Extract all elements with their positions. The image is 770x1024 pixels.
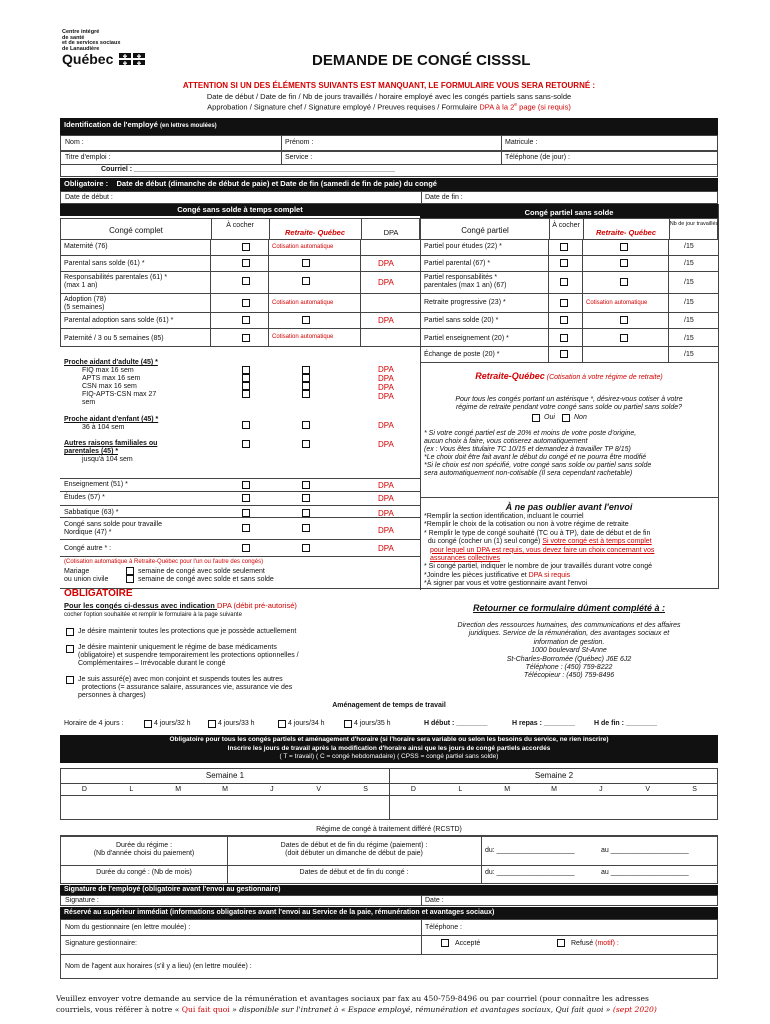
week-day-cell[interactable]: [624, 796, 671, 819]
horaire-row: Horaire de 4 jours : 4 jours/32 h 4 jours/33 h 4 jours/34 h 4 jours/35 h H début : ________ H repas : ________ H de fin : ________: [64, 720, 658, 727]
paternite-checkbox[interactable]: [242, 334, 250, 342]
warning: ATTENTION SI UN DES ÉLÉMENTS SUIVANTS EST MANQUANT, LE FORMULAIRE VOUS SERA RETOURNÉ :: [182, 81, 596, 90]
amenagement-header: Aménagement de temps de travail: [60, 700, 718, 711]
week-day-label: D: [81, 786, 87, 793]
horaire-34-checkbox[interactable]: [278, 720, 286, 728]
week-day-cell[interactable]: [248, 796, 295, 819]
obligatoire-dates-header: Obligatoire : Date de début (dimanche de début de paie) et Date de fin (samedi de fin de paie) du congé: [60, 178, 718, 191]
enseignement-checkbox[interactable]: [242, 481, 250, 489]
signature-employe-header: Signature de l'employé (obligatoire avant l'envoi au gestionnaire): [60, 885, 718, 895]
autres-rq-checkbox[interactable]: [302, 440, 310, 448]
week-day-label: S: [692, 786, 697, 793]
week-day-cell[interactable]: [342, 796, 389, 819]
left-col-headers: Congé complet À cocher Retraite- Québec DPA: [60, 218, 420, 240]
date-signature-field[interactable]: Date :: [425, 897, 444, 904]
maternite-checkbox[interactable]: [242, 243, 250, 251]
partiel-etudes-checkbox[interactable]: [560, 243, 568, 251]
page-title: DEMANDE DE CONGÉ CISSSL: [312, 52, 531, 69]
week-day-label: L: [458, 786, 463, 793]
service-field[interactable]: Service :: [285, 154, 313, 161]
partiel-enseignement-rq-checkbox[interactable]: [620, 334, 628, 342]
mariage-solde-checkbox[interactable]: [126, 567, 134, 575]
requirements-line2: Approbation / Signature chef / Signature employé / Preuves requises / Formulaire DPA à la 2e page (si requis): [207, 102, 571, 112]
superieur-header: Réservé au supérieur immédiat (informations obligatoires avant l'envoi au Service de la paie, rémunération et avantages sociaux): [60, 907, 718, 919]
week-day-cell[interactable]: [108, 796, 155, 819]
week-day-label: M: [504, 786, 511, 793]
identification-row1: [60, 135, 718, 151]
week-day-cell[interactable]: [390, 796, 437, 819]
courriel-row: [60, 165, 718, 177]
refuse-checkbox[interactable]: [557, 939, 565, 947]
h-fin-field[interactable]: H de fin : ________: [594, 720, 658, 727]
prenom-field[interactable]: Prénom :: [285, 139, 314, 146]
week-day-cell[interactable]: [671, 796, 718, 819]
h-repas-field[interactable]: H repas : ________: [512, 720, 576, 727]
week-day-cell[interactable]: [437, 796, 484, 819]
week-day-cell[interactable]: [484, 796, 531, 819]
date-debut-field[interactable]: Date de début :: [65, 194, 113, 201]
logo: [62, 30, 162, 70]
autre-rq-checkbox[interactable]: [302, 544, 310, 552]
week-day-cell[interactable]: [577, 796, 624, 819]
assure-conjoint-checkbox[interactable]: [66, 676, 74, 684]
etudes-checkbox[interactable]: [242, 494, 250, 502]
autre-checkbox[interactable]: [242, 544, 250, 552]
week-day-label: M: [222, 786, 228, 793]
horaire-instructions: Obligatoire pour tous les congés partiels et aménagement d'horaire (si l'horaire sera variable ou selon les besoins du service, ne rien inscrire) Inscrire les jours de travail après la modification d'horaire ainsi que les jours de congé partiels accordés ( T = travail) ( C = congé hebdomadaire) ( CPSS = congé partiel sans solde): [60, 735, 718, 763]
partiel-sans-solde-checkbox[interactable]: [560, 316, 568, 324]
enseignement-rq-checkbox[interactable]: [302, 481, 310, 489]
week-day-cell[interactable]: [531, 796, 578, 819]
requirements-line1: Date de début / Date de fin / Nb de jours travaillés / horaire employé avec les congés partiels sans sans-solde: [206, 92, 572, 101]
conge-du-field[interactable]: du: ____________________: [485, 869, 575, 876]
h-debut-field[interactable]: H début : ________: [424, 720, 488, 727]
horaire-35-checkbox[interactable]: [344, 720, 352, 728]
partiel-resp-rq-checkbox[interactable]: [620, 278, 628, 286]
week-day-label: J: [599, 786, 603, 793]
nom-gestionnaire-field[interactable]: Nom du gestionnaire (en lettre moulée) :: [65, 924, 191, 931]
signature-row: [60, 895, 718, 906]
superieur-body: Nom du gestionnaire (en lettre moulée) : Téléphone : Signature gestionnaire: Accepté Refusé (motif) : Nom de l'agent aux horaires (s'il y a lieu) (en lettre moulée) :: [60, 919, 718, 979]
rq-non-checkbox[interactable]: [562, 414, 570, 422]
svg-text:✤: ✤: [123, 54, 128, 61]
week-day-label: L: [129, 786, 134, 793]
csn-checkbox[interactable]: [242, 382, 250, 390]
retraite-quebec-title: Retraite-Québec (Cotisation à votre régime de retraite): [475, 371, 663, 381]
parental-rq-checkbox[interactable]: [302, 259, 310, 267]
maintenir-toutes-checkbox[interactable]: [66, 628, 74, 636]
partiel-enseignement-checkbox[interactable]: [560, 334, 568, 342]
signature-gestionnaire-field[interactable]: Signature gestionnaire:: [65, 940, 137, 947]
week-day-cell[interactable]: [202, 796, 249, 819]
right-section-header: Congé partiel sans solde: [420, 204, 718, 218]
right-col-headers: Congé partiel À cocher Retraite- Québec Nb de jour travaillés: [420, 218, 718, 240]
accepte-checkbox[interactable]: [441, 939, 449, 947]
logo-text: Centre intégré de santé et de services sociaux de Lanaudière: [62, 29, 121, 52]
svg-text:✤: ✤: [123, 61, 128, 66]
dates-row: [60, 191, 718, 204]
fiq-apts-csn-rq-checkbox[interactable]: [302, 390, 310, 398]
sabbatique-checkbox[interactable]: [242, 509, 250, 517]
footer: Veuillez envoyer votre demande au service de la rémunération et avantages sociaux par fax au 450-759-8496 ou par courriel (pour connaître les adresses courriels, vous référer à notre « Qui fait quoi » disponible sur l'intranet à « Espace employé, rémunération et avantages sociaux, Qui fait quoi » (sept 2020): [56, 994, 657, 1014]
horaire-33-checkbox[interactable]: [208, 720, 216, 728]
fiq-checkbox[interactable]: [242, 366, 250, 374]
parental-checkbox[interactable]: [242, 259, 250, 267]
partiel-parental-checkbox[interactable]: [560, 259, 568, 267]
enfant-checkbox[interactable]: [242, 421, 250, 429]
rcstd-header: Régime de congé à traitement différé (RCSTD): [60, 824, 718, 836]
horaire-32-checkbox[interactable]: [144, 720, 152, 728]
fleur-de-lys-icon: [119, 53, 145, 67]
sabbatique-rq-checkbox[interactable]: [302, 509, 310, 517]
parental-adoption-checkbox[interactable]: [242, 316, 250, 324]
identification-row2: [60, 151, 718, 165]
resp-parentales-checkbox[interactable]: [242, 277, 250, 285]
identification-header: Identification de l'employé (en lettres moulées): [60, 118, 718, 135]
week-day-label: S: [363, 786, 368, 793]
week-day-label: V: [316, 786, 322, 793]
weeks-table: Semaine 1 Semaine 2 D L M M J V S D L M M J V S: [60, 768, 718, 820]
nordique-checkbox[interactable]: [242, 524, 250, 532]
mariage-sans-solde-checkbox[interactable]: [126, 575, 134, 583]
parental-adoption-rq-checkbox[interactable]: [302, 316, 310, 324]
fiq-apts-csn-checkbox[interactable]: [242, 390, 250, 398]
maintenir-base-checkbox[interactable]: [66, 645, 74, 653]
courriel-field[interactable]: Courriel : ___________________________________________________________________: [101, 166, 395, 173]
partiel-sans-solde-rq-checkbox[interactable]: [620, 316, 628, 324]
rcstd-du-field[interactable]: du: ____________________: [485, 847, 575, 854]
etudes-rq-checkbox[interactable]: [302, 494, 310, 502]
nom-field[interactable]: Nom :: [65, 139, 84, 146]
partiel-parental-rq-checkbox[interactable]: [620, 259, 628, 267]
nordique-rq-checkbox[interactable]: [302, 524, 310, 532]
partiel-resp-checkbox[interactable]: [560, 278, 568, 286]
apts-checkbox[interactable]: [242, 374, 250, 382]
retraite-progressive-checkbox[interactable]: [560, 299, 568, 307]
week-day-cell[interactable]: [61, 796, 108, 819]
enfant-rq-checkbox[interactable]: [302, 421, 310, 429]
csn-rq-checkbox[interactable]: [302, 382, 310, 390]
adoption-checkbox[interactable]: [242, 299, 250, 307]
telephone-gestionnaire-field[interactable]: Téléphone :: [425, 924, 462, 931]
echange-poste-checkbox[interactable]: [560, 350, 568, 358]
svg-text:✤: ✤: [137, 54, 142, 61]
autres-checkbox[interactable]: [242, 440, 250, 448]
telephone-field[interactable]: Téléphone (de jour) :: [505, 154, 570, 161]
fiq-rq-checkbox[interactable]: [302, 366, 310, 374]
resp-parentales-rq-checkbox[interactable]: [302, 277, 310, 285]
titre-field[interactable]: Titre d'emploi :: [65, 154, 111, 161]
week-day-label: V: [645, 786, 651, 793]
conge-au-field[interactable]: au ____________________: [601, 869, 689, 876]
week-day-label: M: [551, 786, 557, 793]
svg-text:✤: ✤: [137, 61, 142, 66]
matricule-field[interactable]: Matricule :: [505, 139, 538, 146]
date-fin-field[interactable]: Date de fin :: [425, 194, 463, 201]
signature-employe-field[interactable]: Signature :: [65, 897, 99, 904]
apts-rq-checkbox[interactable]: [302, 374, 310, 382]
logo-quebec: Québec ✤ ✤ ✤ ✤: [62, 52, 162, 67]
week-day-cell[interactable]: [155, 796, 202, 819]
left-section-header: Congé sans solde à temps complet: [60, 204, 420, 216]
week-day-cell[interactable]: [295, 796, 342, 819]
maternite-label: Maternité (76): [64, 243, 108, 250]
week-day-label: J: [270, 786, 274, 793]
week-day-label: M: [175, 786, 182, 793]
partiel-etudes-rq-checkbox[interactable]: [620, 243, 628, 251]
week-day-label: D: [410, 786, 416, 793]
agent-horaires-field[interactable]: Nom de l'agent aux horaires (s'il y a lieu) (en lettre moulée) :: [65, 963, 252, 970]
rcstd-au-field[interactable]: au ____________________: [601, 847, 689, 854]
rcstd-body: Durée du régime : (Nb d'année choisi du paiement) Dates de début et de fin du régime (paiement) : (doit débuter un dimanche de début de paie) du: ____________________ au ____________________ Durée du congé : (Nb de mois) Dates de début et de fin du congé : du: ____________________ au ____________________: [60, 836, 718, 884]
rq-oui-checkbox[interactable]: [532, 414, 540, 422]
